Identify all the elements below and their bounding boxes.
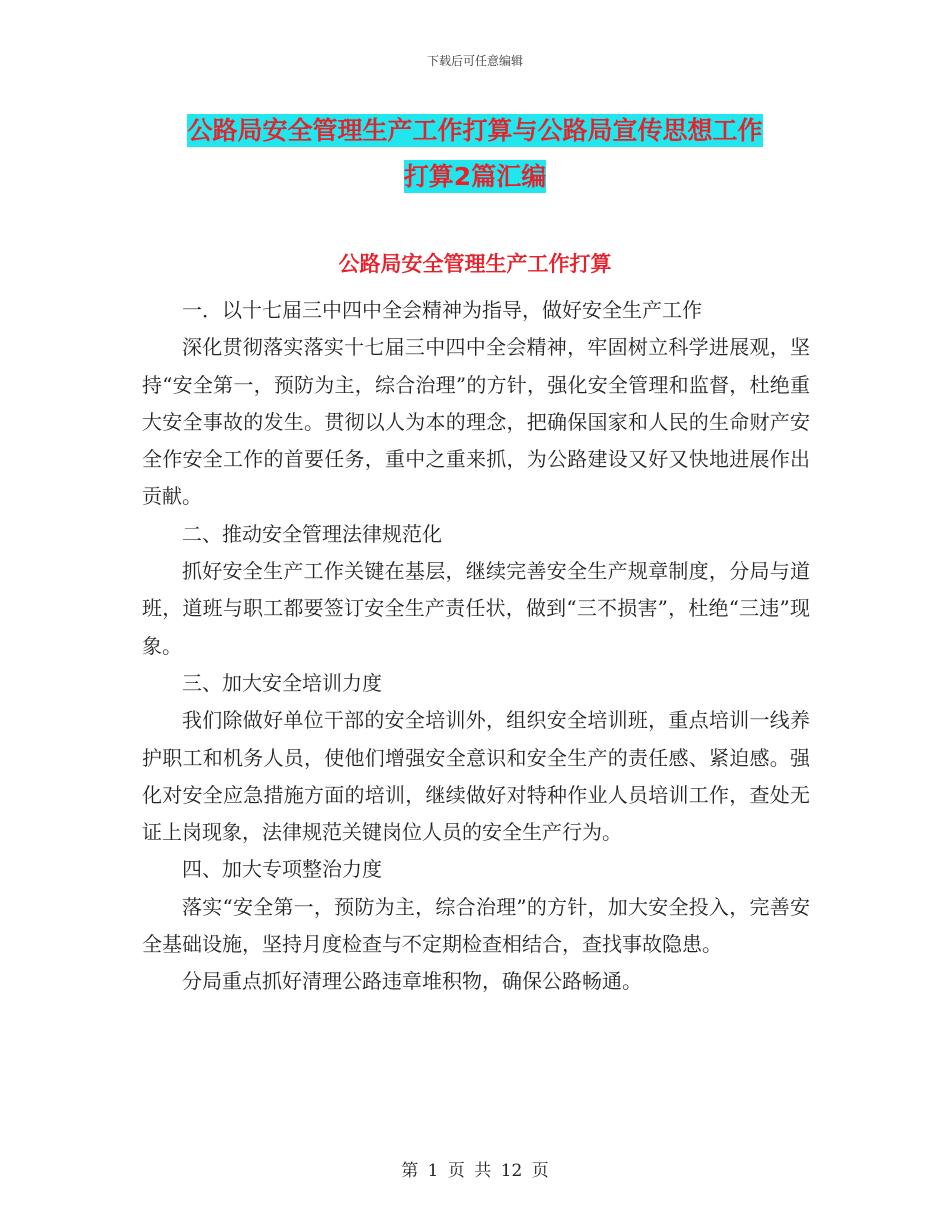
page-number: 第 1 页 共 12 页 [401,1161,549,1181]
document-body [142,292,810,1001]
subheading-3: 三、加大安全培训力度 [182,670,382,695]
subheading-1: 一．以十七届三中四中全会精神为指导，做好安全生产工作 [182,298,702,322]
document-title-line-1: 公路局安全管理生产工作打算与公路局宣传思想工作 [187,116,763,145]
body-paragraph: 落实“安全第一，预防为主，综合治理”的方针，加大安全投入，完善安全基础设施，坚持月度检查与不定期检查相结合，查找事故隐患。 [142,894,810,957]
body-paragraph: 我们除做好单位干部的安全培训外，组织安全培训班，重点培训一线养护职工和机务人员，使他们增强安全意识和安全生产的责任感、紧迫感。强化对安全应急措施方面的培训，继续做好对特种作业人员培训工作，查处无证上岗现象，法律规范关键岗位人员的安全生产行为。 [142,708,810,845]
body-paragraph: 抓好安全生产工作关键在基层，继续完善安全生产规章制度，分局与道班，道班与职工都要签订安全生产责任状，做到“三不损害”，杜绝“三违”现象。 [142,559,810,658]
section-heading: 公路局安全管理生产工作打算 [338,252,612,276]
page-header-note: 下载后可任意编辑 [426,54,523,68]
body-paragraph: 分局重点抓好清理公路违章堆积物，确保公路畅通。 [182,969,642,994]
body-paragraph: 深化贯彻落实落实十七届三中四中全会精神，牢固树立科学进展观，坚持“安全第一，预防为主，综合治理”的方针，强化安全管理和监督，杜绝重大安全事故的发生。贯彻以人为本的理念，把确保国家和人民的生命财产安全作安全工作的首要任务，重中之重来抓，为公路建设又好又快地进展作出贡献。 [142,335,810,509]
document-title-line-2: 打算2篇汇编 [403,162,547,191]
subheading-2: 二、推动安全管理法律规范化 [182,521,442,546]
document-title [0,108,950,200]
subheading-4: 四、加大专项整治力度 [182,857,382,882]
